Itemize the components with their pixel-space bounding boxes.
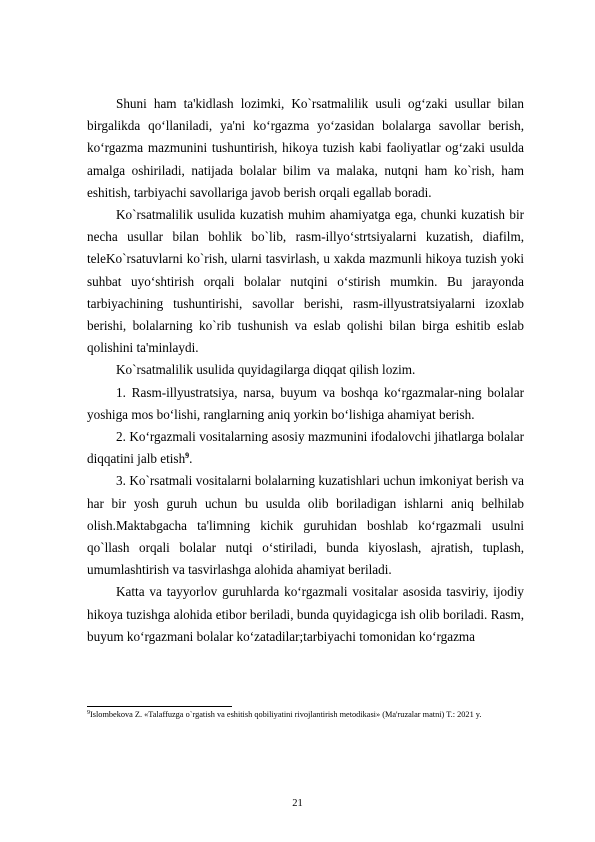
paragraph-5-tail: .	[189, 451, 193, 467]
page-number: 21	[292, 798, 303, 809]
footnote-marker: 9	[87, 710, 90, 716]
footnote-text: Islombekova Z. «Talaffuzga o`rgatish va eshitish qobiliyatini rivojlantirish metodikasi» (Ma'ruzalar matni) T.: 2021 y.	[90, 710, 482, 719]
footnote-reference[interactable]: 9	[185, 451, 190, 461]
paragraph-7: Katta va tayyorlov guruhlarda ko‘rgazmali vositalar asosida tasviriy, ijodiy hikoya tuzishga alohida etibor beriladi, bunda quyidagicga ish olib boriladi. Rasm, buyum ko‘rgazmani bolalar ko‘zatadilar;tarbiyachi tomonidan ko‘rgazma	[87, 584, 524, 644]
paragraph-6: 3. Ko`rsatmali vositalarni bolalarning kuzatishlari uchun imkoniyat berish va har bir yosh guruh uchun bu usulda olib boriladigan ishlarni aniq belhilab olish.Maktabgacha ta'limning kichik guruhidan boshlab ko‘rgazmali usulni qo`llash orqali bolalar nutqi o‘stiriladi, bunda kiyoslash, ajratish, tuplash, umumlashtirish va tasvirlashga alohida ahamiyat beriladi.	[87, 473, 524, 578]
paragraph-3: Ko`rsatmalilik usulida quyidagilarga diqqat qilish lozim.	[116, 362, 416, 378]
paragraph-1: Shuni ham ta'kidlash lozimki, Ko`rsatmalilik usuli og‘zaki usullar bilan birgalikda qo‘llaniladi, ya'ni ko‘rgazma yo‘zasidan bolalarga savollar berish, ko‘rgazma mazmunini tushuntirish, hikoya tuzish kabi faoliyatlar og‘zaki usulda amalga oshiriladi, natijada bolalar bilim va malaka, nutqni ham ko`rish, ham eshitish, tarbiyachi savollariga javob berish orqali egallab boradi.	[87, 96, 524, 200]
footnote-separator	[87, 706, 232, 707]
paragraph-4: 1. Rasm-illyustratsiya, narsa, buyum va boshqa ko‘rgazmalar-ning bolalar yoshiga mos bo‘lishi, ranglarning aniq yorkin bo‘lishiga ahamiyat berish.	[87, 384, 524, 422]
body-text	[87, 93, 524, 648]
paragraph-5-text: 2. Ko‘rgazmali vositalarning asosiy mazmunini ifodalovchi jihatlarga bolalar diqqatini jalb etish	[87, 429, 524, 467]
footnote	[87, 709, 524, 720]
paragraph-2: Ko`rsatmalilik usulida kuzatish muhim ahamiyatga ega, chunki kuzatish bir necha usullar bilan bohlik bo`lib, rasm-illyo‘strtsiyalarni kuzatish, diafilm, teleKo`rsatuvlarni ko`rish, ularni tasvirlash, u xakda mazmunli hikoya tuzish yoki suhbat uyo‘shtirish orqali bolalar nutqini o‘stirish mumkin. Bu jarayonda tarbiyachining tushuntirishi, savollar berishi, rasm-illyustratsiyalarni izoxlab berishi, bolalarning ko`rib tushunish va eslab qolishi bilan birga eshitib eslab qolishini ta'minlaydi.	[87, 207, 524, 356]
paragraph-5	[87, 426, 524, 470]
